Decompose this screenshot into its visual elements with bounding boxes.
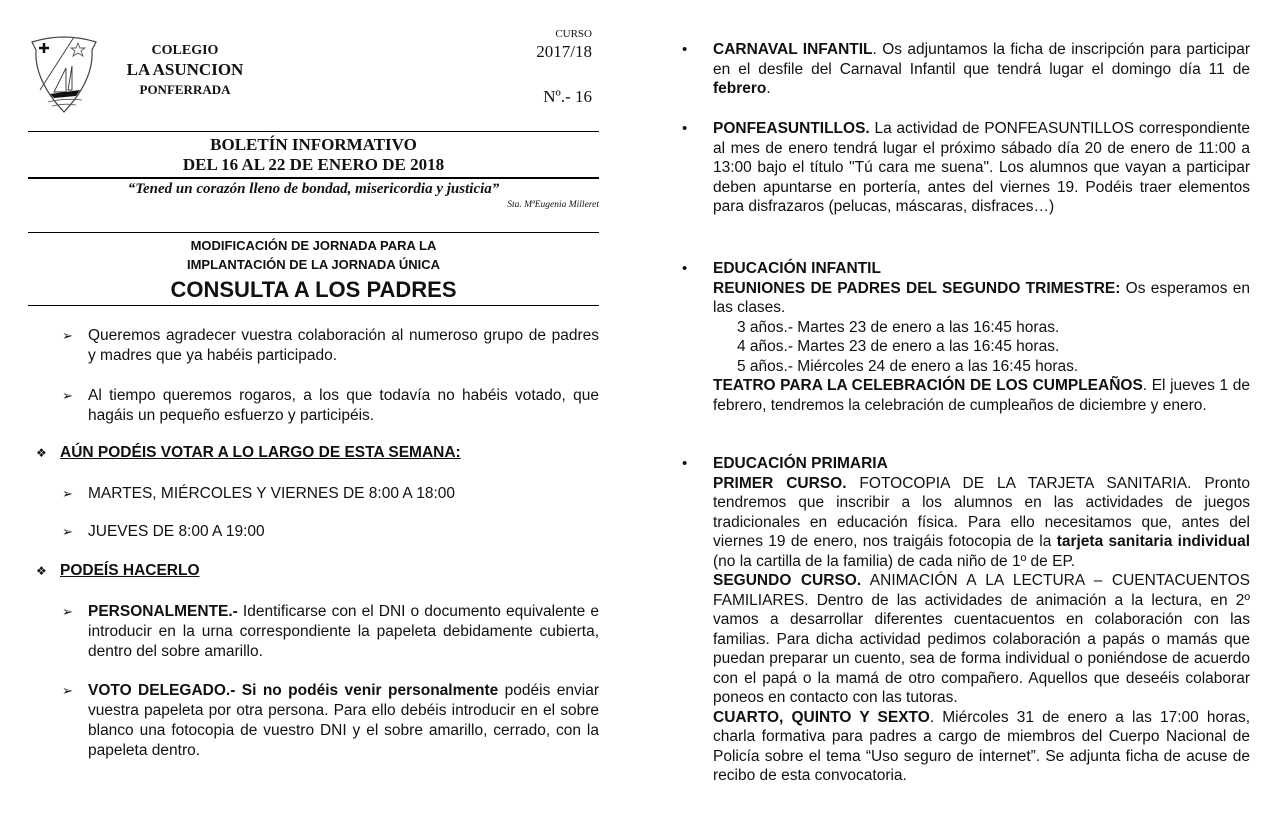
list-item (62, 522, 599, 542)
item-label: PERSONALMENTE.- (88, 603, 238, 620)
list-item (62, 681, 599, 761)
news-body: FOTOCOPIA DE LA TARJETA SANITARIA. Pronto tendremos que inscribir a los alumnos en las actividades de juegos tradicionales en educación física. Para ello necesitamos que, antes del viernes 19 de enero, nos traigáis fotocopia de la (713, 474, 1250, 550)
bullet-icon: • (682, 455, 688, 472)
news-item-carnaval (682, 40, 1250, 99)
arrow-bullet-icon: ➢ (62, 683, 73, 698)
news-item-primaria (682, 454, 1250, 786)
arrow-bullet-icon: ➢ (62, 486, 73, 501)
divider (28, 232, 599, 233)
schedule-row: 4 años.- Martes 23 de enero a las 16:45 horas. (737, 338, 1060, 355)
diamond-bullet-icon: ❖ (36, 564, 47, 578)
divider (28, 177, 599, 179)
news-body: La actividad de PONFEASUNTILLOS correspondiente al mes de enero tendrá lugar el próximo sábado día 20 de enero de 11:00 a 13:00 bajo el título "Tú cara me suena". Los alumnos que vayan a participar deben apuntarse en portería, antes del viernes 19. Podéis traer elementos para disfrazaros (pelucas, máscaras, disfraces…) (713, 120, 1250, 215)
list-item-text: JUEVES DE 8:00 A 19:00 (88, 523, 265, 540)
news-item-infantil (682, 259, 1250, 415)
list-item (62, 386, 599, 426)
segundo-curso-paragraph (713, 571, 1250, 708)
news-text (713, 259, 1250, 415)
list-item (62, 484, 599, 504)
list-item-text: Queremos agradecer vuestra colaboración al numeroso grupo de padres y madres que ya habéis participado. (88, 327, 599, 364)
quote: “Tened un corazón lleno de bondad, misericordia y justicia” (127, 181, 500, 197)
arrow-bullet-icon: ➢ (62, 388, 73, 403)
section-subtitle: IMPLANTACIÓN DE LA JORNADA ÚNICA (186, 257, 440, 272)
news-title: EDUCACIÓN INFANTIL (713, 260, 881, 277)
teatro-paragraph (713, 376, 1250, 415)
news-body: . (766, 80, 771, 97)
news-item-ponfeasuntillos (682, 119, 1250, 217)
section-heading (36, 444, 596, 462)
news-subtitle: SEGUNDO CURSO. (713, 572, 862, 589)
arrow-bullet-icon: ➢ (62, 604, 73, 619)
school-crest-icon (26, 30, 102, 116)
news-body: . Miércoles 31 de enero a las 17:00 horas, charla formativa para padres a cargo de miembros del Cuerpo Nacional de Policía sobre el tema “Uso seguro de internet”. Se adjunta ficha de acuse de recibo de esta convocatoria. (713, 708, 1250, 784)
section-title: CONSULTA A LOS PADRES (170, 277, 457, 302)
school-name-line2: LA ASUNCION (126, 60, 244, 79)
list-item-text (88, 602, 599, 662)
bullet-icon: • (682, 120, 688, 137)
list-item-text: MARTES, MIÉRCOLES Y VIERNES DE 8:00 A 18:00 (88, 485, 455, 502)
section-subtitle: MODIFICACIÓN DE JORNADA PARA LA (190, 238, 437, 253)
bulletin-title: BOLETÍN INFORMATIVO (210, 135, 417, 154)
item-body: podéis enviar vuestra papeleta por otra persona. Para ello debéis introducir en el sobre blanco una fotocopia de vuestro DNI y el sobre amarillo, cerrado, con la papeleta dentro. (88, 682, 599, 759)
news-subtitle: REUNIONES DE PADRES DEL SEGUNDO TRIMESTRE: (713, 279, 1121, 297)
item-body: Identificarse con el DNI o documento equivalente e introducir en la urna correspondiente la papeleta debidamente cubierta, dentro del sobre amarillo. (88, 603, 599, 660)
diamond-bullet-icon: ❖ (36, 446, 47, 460)
news-body: . El jueves 1 de febrero, tendremos la celebración de cumpleaños de diciembre y enero. (713, 377, 1250, 414)
item-label: VOTO DELEGADO.- Si no podéis venir personalmente (88, 682, 499, 699)
cuarto-curso-paragraph (713, 708, 1250, 786)
list-item (62, 602, 599, 662)
heading-text: PODEÍS HACERLO (60, 562, 200, 579)
divider (28, 131, 599, 132)
curso-label: CURSO (555, 28, 592, 40)
news-body: (no la cartilla de la familia) de cada niño de 1º de EP. (713, 552, 1076, 570)
list-item (62, 326, 599, 366)
section-heading (36, 562, 596, 580)
reuniones-paragraph (713, 279, 1250, 318)
news-bold: febrero (713, 80, 767, 97)
curso-year: 2017/18 (536, 42, 592, 61)
arrow-bullet-icon: ➢ (62, 328, 73, 343)
news-title: PONFEASUNTILLOS. (713, 120, 870, 137)
news-title: CARNAVAL INFANTIL (713, 41, 873, 58)
news-title: EDUCACIÓN PRIMARIA (713, 455, 888, 472)
list-item-text: Al tiempo queremos rogaros, a los que todavía no habéis votado, que hagáis un pequeño esfuerzo y participéis. (88, 387, 599, 424)
news-subtitle: PRIMER CURSO. (713, 474, 847, 492)
arrow-bullet-icon: ➢ (62, 524, 73, 539)
news-subtitle: CUARTO, QUINTO Y SEXTO (713, 708, 930, 726)
news-subtitle: TEATRO PARA LA CELEBRACIÓN DE LOS CUMPLEAÑOS (713, 377, 1143, 394)
quote-author: Sta. MªEugenia Milleret (507, 200, 599, 210)
news-bold: tarjeta sanitaria individual (1056, 533, 1250, 550)
school-name-line1: COLEGIO (151, 43, 219, 58)
news-text (713, 119, 1250, 217)
schedule-row: 3 años.- Martes 23 de enero a las 16:45 horas. (737, 318, 1060, 336)
heading-text: AÚN PODÉIS VOTAR A LO LARGO DE ESTA SEMANA: (60, 444, 461, 461)
news-body: Os esperamos en las clases. (713, 279, 1250, 316)
divider (28, 305, 599, 306)
schedule-row: 5 años.- Miércoles 24 de enero a las 16:45 horas. (737, 357, 1079, 375)
news-body: ANIMACIÓN A LA LECTURA – CUENTACUENTOS FAMILIARES. Dentro de las actividades de animación a la lectura, en 2º vamos a desarrollar diferentes cuentacuentos en colaboración con las familias. Para dicha actividad pedimos colaboración a papás o mamás que puedan preparar un cuento, sea de forma individual o poniéndose de acuerdo con el papá o la mamá de otro compañero. Aquellos que deseéis colaborar poneos en contacto con las tutoras. (713, 572, 1250, 706)
bullet-icon: • (682, 41, 688, 58)
list-item-text (88, 681, 599, 761)
news-text (713, 454, 1250, 786)
news-body: . Os adjuntamos la ficha de inscripción para participar en el desfile del Carnaval Infantil que tendrá lugar el domingo día 11 de (713, 41, 1250, 78)
bulletin-number: Nº.- 16 (543, 87, 592, 106)
bulletin-dates: DEL 16 AL 22 DE ENERO DE 2018 (182, 155, 445, 174)
primer-curso-paragraph (713, 474, 1250, 572)
news-text (713, 40, 1250, 99)
bullet-icon: • (682, 260, 688, 277)
school-name-line3: PONFERRADA (139, 82, 231, 97)
